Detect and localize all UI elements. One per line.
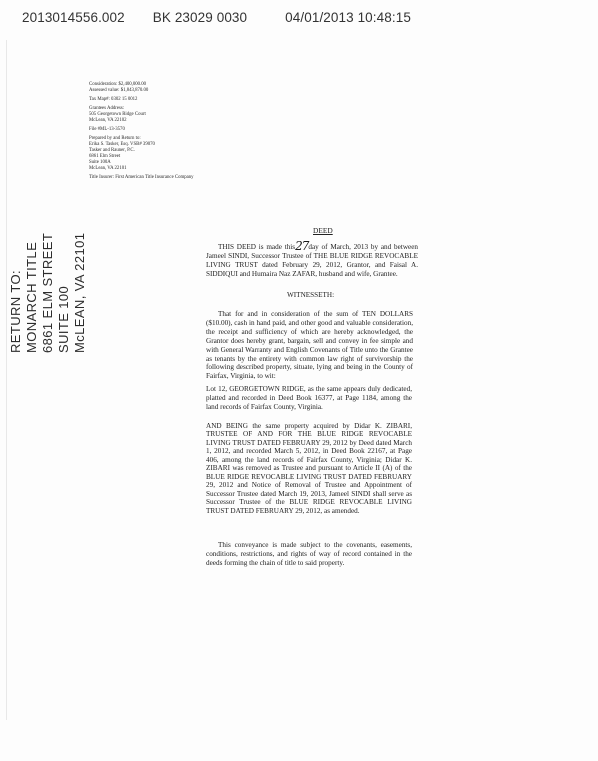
prepared-by-line4: Suite 100A — [89, 160, 111, 165]
book-page: BK 23029 0030 — [152, 10, 248, 25]
return-to-stamp — [8, 205, 113, 353]
witnesseth-heading: WITNESSETH: — [287, 291, 335, 299]
return-company: MONARCH TITLE — [24, 241, 39, 353]
return-street: 6861 ELM STREET — [40, 232, 55, 353]
subject-to-text: This conveyance is made subject to the covenants, easements, conditions, restrictions, and rights of way of record contained in the deeds forming the chain of title to said property. — [206, 541, 412, 567]
file-number: File #ML-13-3570 — [89, 127, 125, 132]
tax-map: Tax Map#: 0302 15 0012 — [89, 97, 138, 102]
grantee-address-label: Grantees Address: — [89, 106, 125, 111]
opening-text-b: day of March, 2013 by and between Jameel SINDI, Successor Trustee of THE BLUE RIDGE REVOCABLE LIVING TRUST dated February 29, 2012, Grantor, and Faisal A. SIDDIQUI and Humaira Naz ZAFAR, husband and wife, Grantee. — [206, 243, 418, 278]
consideration-paragraph — [206, 310, 413, 381]
prepared-by-line3: 6861 Elm Street — [89, 154, 121, 159]
return-suite: SUITE 100 — [56, 285, 71, 353]
header-info-block — [89, 82, 194, 184]
grantee-address-line1: 505 Georgetown Ridge Court — [89, 112, 146, 117]
subject-to-paragraph — [206, 541, 412, 568]
consideration: Consideration: $2,400,000.00 — [89, 82, 147, 87]
assessed-value: Assessed value: $1,843,870.00 — [89, 88, 149, 93]
deed-title: DEED — [313, 226, 333, 235]
return-to-label: RETURN TO: — [8, 270, 23, 353]
prepared-by-line5: McLean, VA 22101 — [89, 166, 127, 171]
prepared-by-line2: Tasker and Rauner, P.C. — [89, 148, 135, 153]
opening-paragraph — [206, 239, 418, 279]
scan-edge-line — [6, 40, 7, 720]
return-city: McLEAN, VA 22101 — [72, 232, 87, 353]
title-insurer: Title Insurer: First American Title Insurance Company — [89, 175, 194, 180]
recording-stamp — [22, 10, 411, 25]
document-number: 2013014556.002 — [22, 10, 125, 25]
consideration-text: That for and in consideration of the sum of TEN DOLLARS ($10.00), cash in hand paid, and other good and valuable consideration, the receipt and sufficiency of which are hereby acknowledged, the Grantor does hereby grant, bargain, sell and convey in fee simple and with General Warranty and English Covenants of Title unto the Grantee as tenants by the entirety with common law right of survivorship the following described property, situate, lying and being in the County of Fairfax, Virginia, to wit: — [206, 310, 413, 381]
prepared-by-line1: Erika S. Tasker, Esq. VSB# 39070 — [89, 142, 155, 147]
opening-text-a: THIS DEED is made this — [218, 243, 296, 251]
lot-description-paragraph: Lot 12, GEORGETOWN RIDGE, as the same appears duly dedicated, platted and recorded in Deed Book 16377, at Page 1184, among the land records of Fairfax County, Virginia. — [206, 385, 412, 411]
being-clause-paragraph: AND BEING the same property acquired by Didar K. ZIBARI, TRUSTEE OF AND FOR THE BLUE RIDGE REVOCABLE LIVING TRUST DATED FEBRUARY 29, 2012 by Deed dated March 1, 2012, and recorded March 5, 2012, in Deed Book 22167, at Page 406, among the land records of Fairfax County, Virginia; Didar K. ZIBARI was removed as Trustee and pursuant to Article II (A) of the BLUE RIDGE REVOCABLE LIVING TRUST DATED FEBRUARY 29, 2012 and Notice of Removal of Trustee and Appointment of Successor Trustee dated March 19, 2013, Jameel SINDI shall serve as Successor Trustee of the BLUE RIDGE REVOCABLE LIVING TRUST DATED FEBRUARY 29, 2012, as amended. — [206, 422, 412, 515]
grantee-address-line2: McLean, VA 22102 — [89, 118, 127, 123]
handwritten-day: 27 — [295, 239, 309, 253]
prepared-by-label: Prepared by and Return to: — [89, 136, 141, 141]
recording-datetime: 04/01/2013 10:48:15 — [285, 10, 411, 25]
